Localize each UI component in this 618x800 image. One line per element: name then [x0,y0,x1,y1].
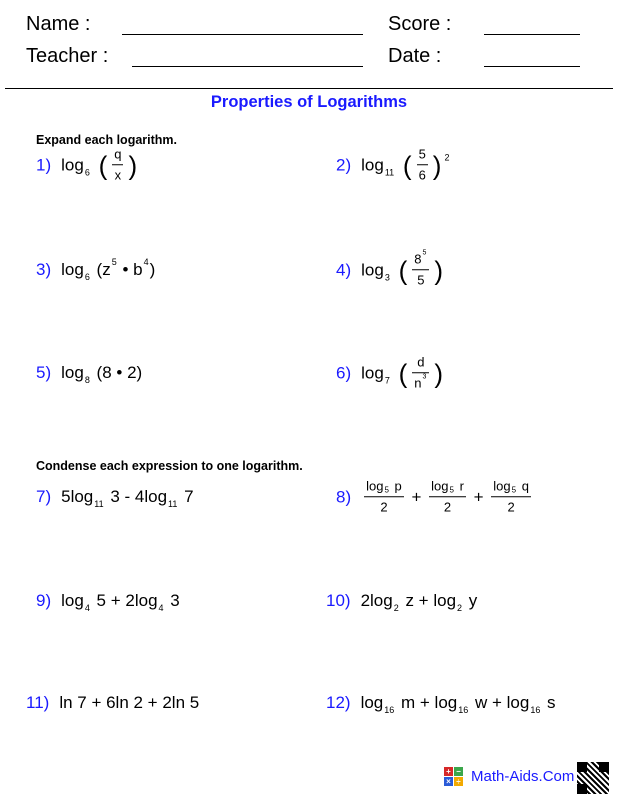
parenthesis: ( [398,358,408,388]
expression-text [392,260,397,280]
expression-text [396,155,401,175]
problem-number: 1) [36,155,52,174]
log-base: 4 [158,603,164,613]
log-base: 5 [449,485,454,495]
log-base: 11 [168,499,178,509]
expression-text: log [61,260,84,279]
expression-text: y [464,591,478,610]
fraction [364,478,404,516]
problem-6 [336,354,445,392]
expression-text: log [361,363,384,382]
log-base: 16 [530,705,541,715]
exponent: 2 [444,152,450,162]
numerator [412,251,429,267]
problem-number: 3) [36,260,52,279]
log-base: 4 [84,603,90,613]
logo-plus: + [444,767,453,776]
expression-text: r [455,478,464,494]
fraction [417,146,428,184]
numerator [364,478,404,494]
denominator [412,373,429,392]
logo-divide: ÷ [454,777,463,786]
numerator [429,478,466,494]
denominator [378,500,389,516]
header-divider [5,88,613,89]
problem-2 [336,146,450,184]
expression-text: d [417,354,425,370]
section-instruction-expand: Expand each logarithm. [36,133,178,147]
problem-number: 6) [336,363,352,382]
problem-number: 5) [36,363,52,382]
problem-1 [36,146,139,184]
expression-text: ln 7 + 6ln 2 + 2ln 5 [59,693,200,712]
fraction-bar [364,497,404,498]
problem-number: 10) [326,591,351,610]
log-base: 7 [384,375,390,385]
expression-text: 8 [414,251,422,267]
expression-text: 6 [418,167,426,183]
problem-number: 9) [36,591,52,610]
teacher-label: Teacher : [26,45,109,67]
expression-text: n [414,375,422,391]
problem-12 [326,693,556,713]
parenthesis: ) [434,255,444,285]
expression-text: log [61,363,84,382]
expression-text: q [114,146,122,162]
exponent: 5 [111,257,117,267]
expression-text: 5 [418,146,426,162]
log-base: 6 [84,167,90,177]
qr-code-icon [577,762,609,794]
expression-text: log [361,155,384,174]
logo-minus: − [454,767,463,776]
name-label: Name : [26,13,91,35]
fraction [412,251,429,289]
fraction-bar [112,165,123,166]
problem-number: 4) [336,260,352,279]
problem-number: 2) [336,155,352,174]
expression-text: 3 - 4log [105,487,168,506]
expression-text: 5 [417,272,425,288]
fraction-bar [412,373,429,374]
problem-8 [336,478,534,516]
denominator [415,273,426,289]
expression-text: (z [91,260,111,279]
expression-text: log [366,478,384,494]
worksheet-title: Properties of Logarithms [210,93,408,111]
denominator [442,500,453,516]
expression-text: 2 [443,499,452,515]
expression-text: 5log [61,487,94,506]
expression-text: log [493,478,511,494]
denominator [506,500,517,516]
expression-text: log [360,693,384,712]
log-base: 2 [457,603,463,613]
fraction [412,354,429,392]
expression-text: 2log [360,591,393,610]
expression-text: x [114,167,122,183]
log-base: 16 [384,705,395,715]
expression-text: log [61,155,84,174]
problem-3 [36,257,156,282]
log-base: 6 [84,272,90,282]
parenthesis: ) [128,150,138,180]
numerator [415,354,426,370]
score-line [484,34,580,35]
date-label: Date : [388,45,442,67]
expression-text: m + log [396,693,458,712]
expression-text: + [406,487,427,506]
log-base: 5 [384,485,389,495]
exponent: 5 [422,249,427,256]
log-base: 3 [384,272,390,282]
exponent: 4 [143,257,149,267]
expression-text: log [431,478,449,494]
parenthesis: ) [434,358,444,388]
expression-text [392,363,397,383]
expression-text: 2 [507,499,515,515]
expression-text: (8 • 2) [91,363,143,382]
problem-4 [336,251,445,289]
score-label: Score : [388,13,452,35]
name-line [122,34,363,35]
expression-text: q [518,478,529,494]
parenthesis: ( [398,255,408,285]
fraction-bar [417,165,428,166]
denominator [417,168,428,184]
expression-text: + [468,487,489,506]
problem-10 [326,591,477,611]
expression-text: 2 [380,499,388,515]
log-base: 16 [458,705,469,715]
fraction [429,478,466,516]
fraction [491,478,531,516]
footer-brand [444,767,574,786]
expression-text: p [390,478,402,494]
date-line [484,66,580,67]
parenthesis: ( [98,150,108,180]
logo-times: × [444,777,453,786]
log-base: 11 [384,167,395,177]
log-base: 8 [84,375,90,385]
expression-text: • b [117,260,143,279]
fraction-bar [491,497,531,498]
log-base: 2 [393,603,399,613]
parenthesis: ( [402,150,412,180]
expression-text: 7 [179,487,194,506]
expression-text: log [61,591,84,610]
denominator [113,168,124,184]
problem-5 [36,363,142,383]
section-instruction-condense: Condense each expression to one logarithm. [36,459,303,473]
expression-text: 5 + 2log [91,591,158,610]
expression-text: z + log [400,591,457,610]
math-aids-logo-icon [444,767,463,786]
problem-number: 7) [36,487,52,506]
brand-link[interactable]: Math-Aids.Com [471,768,575,785]
problem-number: 12) [326,693,351,712]
numerator [112,146,123,162]
fraction [112,146,123,184]
fraction-bar [429,497,466,498]
problem-number: 11) [26,693,50,712]
log-base: 11 [94,499,104,509]
log-base: 5 [511,485,517,495]
expression-text: w + log [470,693,530,712]
expression-text: ) [149,260,156,279]
parenthesis: ) [432,150,442,180]
numerator [491,478,531,494]
numerator [417,146,428,162]
fraction-bar [412,270,429,271]
expression-text [92,155,97,175]
expression-text: log [361,260,384,279]
teacher-line [132,66,363,67]
problem-number: 8) [336,487,352,506]
problem-9 [36,591,180,611]
problem-7 [36,487,194,507]
problem-11 [26,693,199,713]
expression-text: 3 [165,591,180,610]
expression-text: s [542,693,556,712]
exponent: 3 [422,373,427,381]
